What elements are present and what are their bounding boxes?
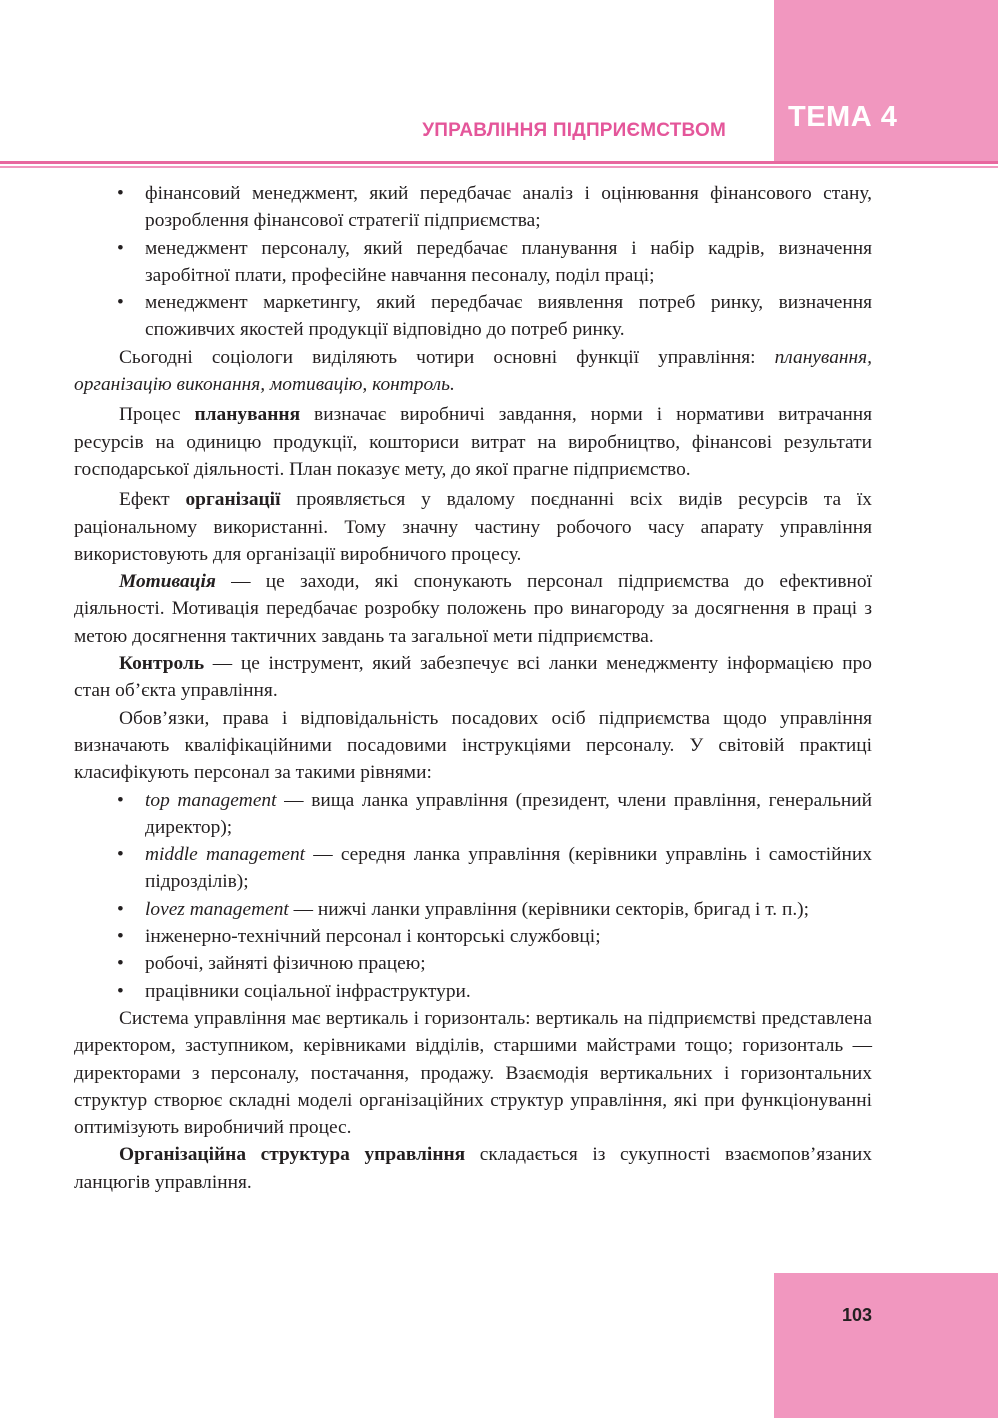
- topic-label: ТЕМА 4: [788, 101, 898, 133]
- paragraph-control: Контроль — це інструмент, який забезпечує всі ланки менеджменту інформацією про стан об’єкта управління.: [74, 653, 872, 702]
- list-item: • top management — вища ланка управління (президент, члени правління, генеральний директор);: [74, 787, 872, 842]
- bullet-icon: •: [117, 926, 124, 948]
- bullet-icon: •: [117, 292, 124, 314]
- header-rule-thin: [0, 166, 998, 168]
- bullet-icon: •: [117, 789, 124, 811]
- paragraph-duties: Обов’язки, права і відповідальність посадових осіб підприємства щодо управління визначають кваліфікаційними посадовими інструкціями персоналу. У світовій практиці класифікують персонал за такими рівнями:: [74, 707, 872, 784]
- header-rule: [0, 161, 998, 164]
- paragraph-motivation: Мотивація — це заходи, які спонукають персонал підприємства до ефективної діяльності. Мотивація передбачає розробку положень про винагороду за досягнення в праці з метою досягнення тактичних завдань та загальної мети підприємства.: [74, 571, 872, 647]
- bullet-icon: •: [117, 980, 124, 1002]
- management-types-list: [74, 180, 872, 344]
- list-item: • фінансовий менеджмент, який передбачає аналіз і оцінювання фінансового стану, розроблення фінансової стратегії підприємства;: [74, 180, 872, 235]
- list-item: • інженерно-технічний персонал і конторські службовці;: [74, 923, 872, 950]
- list-item: • менеджмент персоналу, який передбачає планування і набір кадрів, визначення заробітної плати, професійне навчання песоналу, поділ праці;: [74, 235, 872, 290]
- paragraph-organization: Ефект організації проявляється у вдалому поєднанні всіх видів ресурсів та їх раціональному використанні. Тому значну частину робочого часу апарату управління використовують для організації виробничого процесу.: [74, 489, 872, 565]
- paragraph-functions: Сьогодні соціологи виділяють чотири основні функції управління: планування, організацію виконання, мотивацію, контроль.: [74, 346, 872, 396]
- bullet-icon: •: [117, 237, 124, 259]
- bullet-icon: •: [117, 844, 124, 866]
- topic-tab: [774, 0, 998, 163]
- page-number: 103: [842, 1305, 873, 1325]
- paragraph-system: Система управління має вертикаль і горизонталь: вертикаль на підприємстві представлена директором, заступником, керівниками відділів, старшими майстрами тощо; горизонталь — директорами з персоналу, постачання, продажу. Взаємодія вертикальних і горизонтальних структур створює складні моделі організаційних структур управління, які при функціонуванні оптимізують виробничий процес.: [74, 1007, 872, 1139]
- personnel-levels-list: [74, 787, 872, 1005]
- paragraph-structure: Організаційна структура управління складається із сукупності взаємопов’язаних ланцюгів управління.: [74, 1144, 872, 1193]
- list-item: • lovez management — нижчі ланки управління (керівники секторів, бригад і т. п.);: [74, 896, 872, 923]
- list-item: • middle management — середня ланка управління (керівники управлінь і самостійних підрозділів);: [74, 841, 872, 896]
- bullet-icon: •: [117, 953, 124, 975]
- running-title: УПРАВЛІННЯ ПІДПРИЄМСТВОМ: [422, 120, 726, 141]
- paragraph-planning: Процес планування визначає виробничі завдання, норми і нормативи витрачання ресурсів на одиницю продукції, кошториси витрат на виробництво, фінансові результати господарської діяльності. План показує мету, до якої прагне підприємство.: [74, 404, 872, 480]
- page-content: [74, 180, 872, 1196]
- list-item: • працівники соціальної інфраструктури.: [74, 978, 872, 1005]
- page-number-tab: [774, 1273, 998, 1418]
- bullet-icon: •: [117, 898, 124, 920]
- bullet-icon: •: [117, 183, 124, 204]
- list-item: • робочі, зайняті фізичною працею;: [74, 950, 872, 977]
- list-item: • менеджмент маркетингу, який передбачає виявлення потреб ринку, визначення споживчих якостей продукції відповідно до потреб ринку.: [74, 289, 872, 344]
